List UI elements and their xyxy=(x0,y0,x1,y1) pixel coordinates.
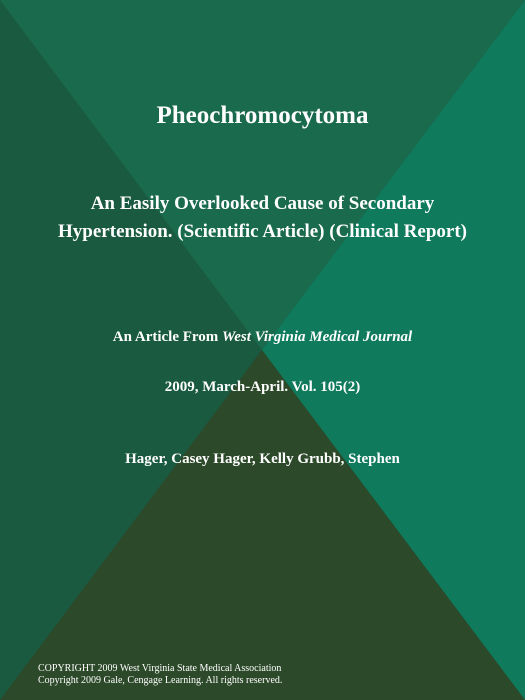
source-prefix: An Article From xyxy=(112,329,223,345)
book-subtitle: An Easily Overlooked Cause of Secondary Hypertension. (Scientific Article) (Clinical Report) xyxy=(58,193,467,242)
copyright-notice xyxy=(38,663,282,687)
book-title: Pheochromocytoma xyxy=(156,102,369,129)
copyright-line-2: Copyright 2009 Gale, Cengage Learning. All rights reserved. xyxy=(38,675,283,686)
publication-date: 2009, March-April. Vol. 105(2) xyxy=(164,379,361,395)
journal-name: West Virginia Medical Journal xyxy=(222,329,413,345)
copyright-line-1: COPYRIGHT 2009 West Virginia State Medical Association xyxy=(38,663,282,674)
authors: Hager, Casey Hager, Kelly Grubb, Stephen xyxy=(125,451,400,467)
article-source xyxy=(0,326,525,348)
